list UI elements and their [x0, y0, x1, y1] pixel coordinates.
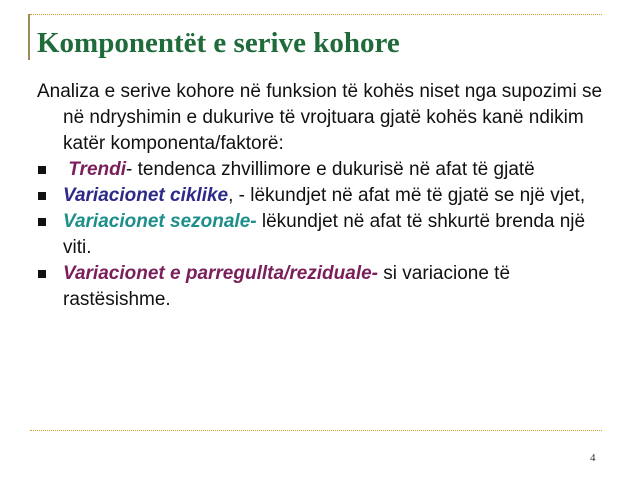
bullet-description: - tendenca zhvillimore e dukurisë në afat të gjatë — [126, 159, 535, 180]
square-bullet-icon — [38, 166, 46, 174]
intro-paragraph: Analiza e serive kohore në funksion të kohës niset nga supozimi se në ndryshimin e dukurive të vrojtuara gjatë kohës kanë ndikim katër komponenta/faktorë: — [37, 81, 603, 154]
bullet-term: Variacionet sezonale- — [63, 211, 257, 232]
square-bullet-icon — [38, 218, 46, 226]
bullet-description: si variacione të rastësishme. — [63, 263, 511, 310]
title-accent-bar — [28, 14, 30, 60]
bullet-item-seasonal — [37, 209, 607, 261]
square-bullet-icon — [38, 192, 46, 200]
bullet-description: , - lëkundjet në afat më të gjatë se një vjet, — [228, 185, 586, 206]
bullet-term: Variacionet ciklike — [63, 185, 229, 206]
bottom-divider — [30, 430, 602, 431]
slide-body — [37, 79, 607, 313]
top-divider — [30, 14, 602, 15]
bullet-description: lëkundjet në afat të shkurtë brenda një viti. — [63, 211, 586, 258]
bullet-term: Trendi — [68, 159, 126, 180]
page-number: 4 — [590, 452, 596, 464]
square-bullet-icon — [38, 270, 46, 278]
bullet-term: Variacionet e parregullta/reziduale- — [63, 263, 379, 284]
bullet-item-cyclic — [37, 183, 607, 209]
slide-title: Komponentët e serive kohore — [37, 27, 400, 59]
bullet-item-trend — [37, 157, 607, 183]
bullet-item-residual — [37, 261, 607, 313]
